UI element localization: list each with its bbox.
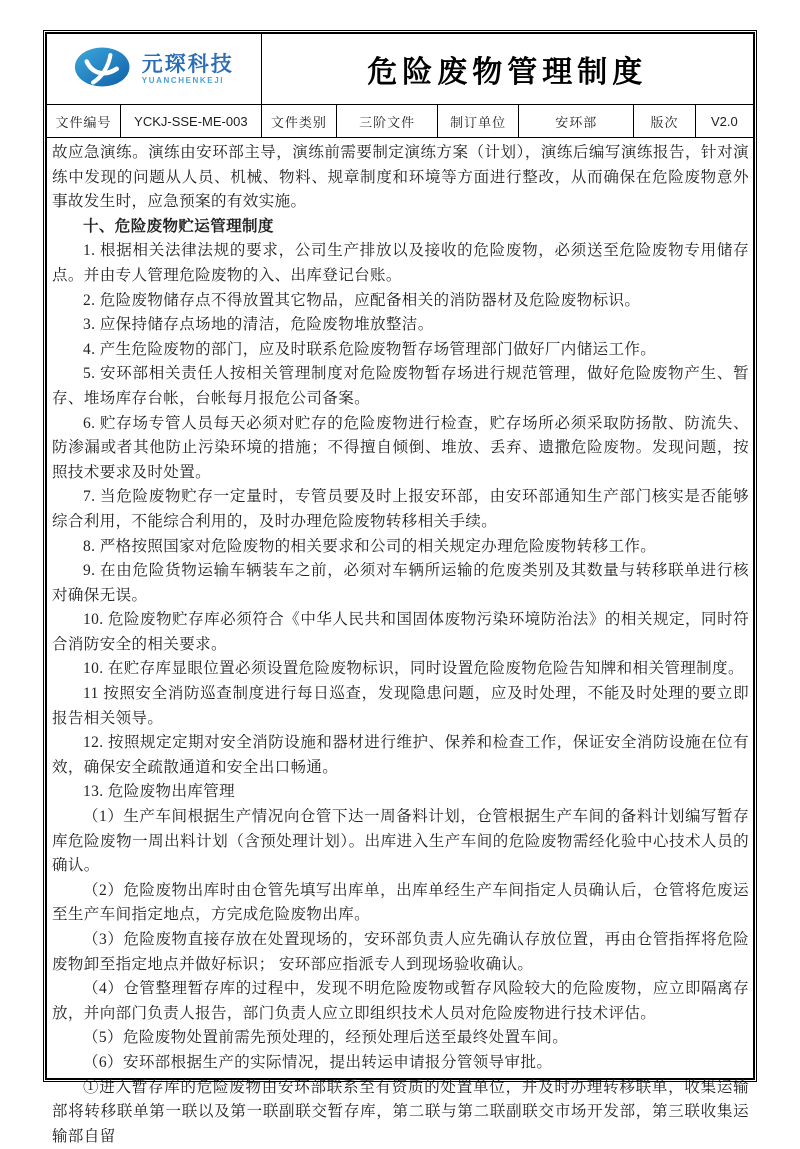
- doc-category-value: 三阶文件: [359, 114, 416, 130]
- version-label: 版次: [650, 114, 679, 130]
- company-name-en: YUANCHENKEJI: [141, 75, 225, 85]
- body-paragraph: 故应急演练。演练由安环部主导，演练前需要制定演练方案（计划），演练后编写演练报告，针对演练中发现的问题从人员、机械、物料、规章制度和环境等方面进行整改，从而确保在危险废物意外事故发生时，应急预案的有效实施。: [52, 144, 749, 211]
- logo-cell: [47, 34, 262, 104]
- doc-number-label: 文件编号: [55, 114, 112, 130]
- body-paragraph: 1. 根据相关法律法规的要求，公司生产排放以及接收的危险废物，必须送至危险废物专用储存点。并由专人管理危险废物的入、出库登记台账。: [52, 242, 749, 284]
- body-paragraph: 5. 安环部相关责任人按相关管理制度对危险废物暂存场进行规范管理，做好危险废物产生、暂存、堆场库存台帐，台帐每月报危公司备案。: [52, 365, 749, 407]
- body-paragraph: 4. 产生危险废物的部门，应及时联系危险废物暂存场管理部门做好厂内储运工作。: [83, 340, 657, 358]
- doc-category-label: 文件类别: [270, 114, 327, 130]
- body-paragraph: ①进入暂存库的危险废物由安环部联系至有资质的处置单位，并及时办理转移联单，收集运输部将转移联单第一联以及第一联副联交暂存库，第二联与第二联副联交市场开发部，第三联收集运输部自留: [52, 1078, 749, 1145]
- body-paragraph: （4）仓管整理暂存库的过程中，发现不明危险废物或暂存风险较大的危险废物，应立即隔离存放，并向部门负责人报告，部门负责人应立即组织技术人员对危险废物进行技术评估。: [52, 980, 749, 1022]
- body-paragraph: 3. 应保持储存点场地的清洁，危险废物堆放整洁。: [83, 316, 434, 334]
- document-title: 危险废物管理制度: [367, 56, 648, 89]
- body-paragraph: 10. 在贮存库显眼位置必须设置危险废物标识，同时设置危险废物危险告知牌和相关管理制度。: [83, 660, 744, 678]
- title-cell: [262, 34, 753, 104]
- body-paragraph: （2）危险废物出库时由仓管先填写出库单，出库单经生产车间指定人员确认后，仓管将危废运至生产车间指定地点，方完成危险废物出库。: [52, 881, 749, 924]
- body-paragraph: 11 按照安全消防巡查制度进行每日巡查，发现隐患问题，应及时处理，不能及时处理的要立即报告相关领导。: [52, 685, 749, 727]
- issuing-dept-value: 安环部: [555, 114, 598, 130]
- body-paragraph: 9. 在由危险货物运输车辆装车之前，必须对车辆所运输的危废类别及其数量与转移联单进行核对确保无误。: [52, 562, 749, 604]
- body-paragraph: 7. 当危险废物贮存一定量时，专管员要及时上报安环部，由安环部通知生产部门核实是否能够综合利用，不能综合利用的，及时办理危险废物转移相关手续。: [52, 488, 749, 530]
- body-paragraph: 13. 危险废物出库管理: [83, 783, 236, 801]
- company-name: 元琛科技: [141, 52, 234, 76]
- body-content: [47, 138, 753, 1149]
- body-paragraph: 6. 贮存场专管人员每天必须对贮存的危险废物进行检查，贮存场所必须采取防扬散、防流失、防渗漏或者其他防止污染环境的措施；不得擅自倾倒、堆放、丢弃、遗撒危险废物。发现问题，按照技术要求及时处置。: [52, 414, 749, 481]
- logo-text: [142, 54, 234, 85]
- header-row: [47, 34, 753, 105]
- body-paragraph: 2. 危险废物储存点不得放置其它物品，应配备相关的消防器材及危险废物标识。: [83, 291, 641, 309]
- body-paragraph: （1）生产车间根据生产情况向仓管下达一周备料计划，仓管根据生产车间的备料计划编写暂存库危险废物一周出料计划（含预处理计划）。出库进入生产车间的危险废物需经化验中心技术人员的确认。: [52, 808, 749, 875]
- body-paragraph: （3）危险废物直接存放在处置现场的，安环部负责人应先确认存放位置，再由仓管指挥将危险废物卸至指定地点并做好标识； 安环部应指派专人到现场验收确认。: [52, 931, 749, 973]
- body-paragraph: （5）危险废物处置前需先预处理的，经预处理后送至最终处置车间。: [83, 1029, 569, 1047]
- version-value: V2.0: [711, 113, 738, 129]
- body-paragraph: 10. 危险废物贮存库必须符合《中华人民共和国固体废物污染环境防治法》的相关规定，同时符合消防安全的相关要求。: [52, 611, 749, 653]
- issuing-dept-label: 制订单位: [450, 114, 507, 130]
- body-paragraph: 12. 按照规定定期对安全消防设施和器材进行维护、保养和检查工作，保证安全消防设施在位有效，确保安全疏散通道和安全出口畅通。: [52, 734, 749, 776]
- body-paragraph: 十、危险废物贮运管理制度: [83, 217, 274, 235]
- meta-row: [47, 105, 753, 138]
- company-logo-icon: [74, 45, 134, 94]
- body-paragraph: 8. 严格按照国家对危险废物的相关要求和公司的相关规定办理危险废物转移工作。: [83, 537, 657, 555]
- body-paragraph: （6）安环部根据生产的实际情况，提出转运申请报分管领导审批。: [83, 1053, 553, 1071]
- doc-number-value: YCKJ-SSE-ME-003: [134, 113, 248, 129]
- document-page: [45, 32, 755, 1145]
